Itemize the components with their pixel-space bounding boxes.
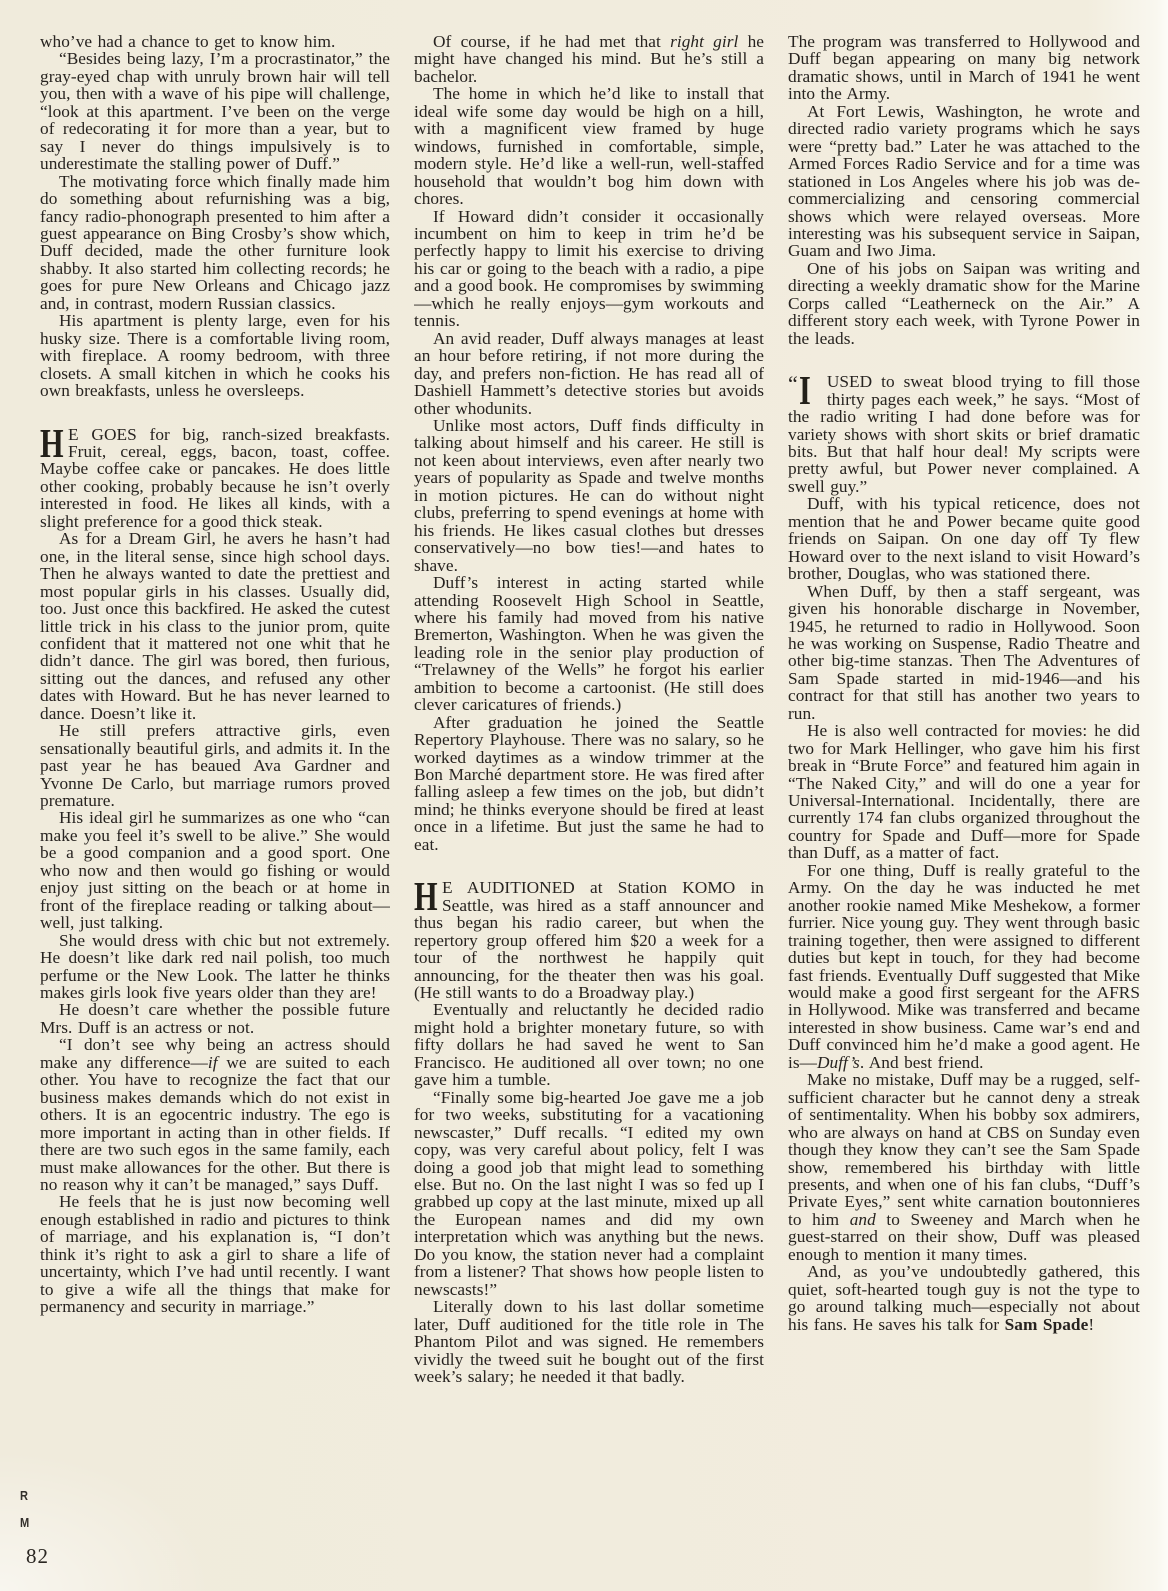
paragraph: who’ve had a chance to get to know him. xyxy=(40,33,336,51)
paragraph: Of course, if he had met that right girl he might have changed his mind. But he’s still a bachelor. xyxy=(414,33,764,86)
paragraph: If Howard didn’t consider it occasionally incumbent on him to keep in trim he’d be perfectly happy to limit his exercise to driving his car or going to the beach with a radio, a pipe and a good book. He compromises by swimming—which he really enjoys—gym workouts and tennis. xyxy=(414,206,764,331)
margin-letter-m: M xyxy=(20,1515,30,1530)
paragraph: As for a Dream Girl, he avers he hasn’t had one, in the literal sense, since high school days. Then he always wanted to date the prettiest and most popular girls in his classes. Usually did, too. Just once this backfired. He asked the cutest little trick in his class to the junior prom, quite confident that it mattered not one whit that he didn’t dance. The girl was bored, then furious, sitting out the dances, and refused any other dates with Howard. But he has never learned to dance. Doesn’t like it. xyxy=(40,529,390,723)
paragraph: An avid reader, Duff always manages at least an hour before retiring, if not more during the day, and prefers non-fiction. He has read all of Dashiell Hammett’s detective stories but avoids other whodunits. xyxy=(414,328,764,418)
drop-cap: “ I xyxy=(788,367,811,414)
paragraph: The motivating force which finally made him do something about refurnishing was a big, fancy radio-phonograph presented to him after a guest appearance on Bing Crosby’s show which, Duff decided, made the other furniture look shabby. It also started him collecting records; he goes for pure New Orleans and Chicago jazz and, in contrast, modern Russian classics. xyxy=(40,171,390,313)
paragraph: Literally down to his last dollar sometime later, Duff auditioned for the title role in The Phantom Pilot and was signed. He remembers vividly the tweed suit he bought out of the first week’s salary; he needed it that badly. xyxy=(414,1297,764,1386)
text-column-1 xyxy=(40,33,390,1575)
paragraph: At Fort Lewis, Washington, he wrote and directed radio variety programs which he says were “pretty bad.” Later he was attached to the Armed Forces Radio Service and for a time was stationed in Los Angeles where his job was de-commercializing and censoring commercial shows which were relayed overseas. More interesting was his subsequent service in Saipan, Guam and Iwo Jima. xyxy=(788,101,1140,261)
paragraph: “ I USED to sweat blood trying to fill those thirty pages each week,” he says. “Most of the radio writing I had done before was for variety shows with short skits or brief dramatic bits. But that half hour deal! My scripts were pretty awful, but Power never complained. A swell guy.” xyxy=(788,367,1140,496)
paragraph: The home in which he’d like to install that ideal wife some day would be high on a hill, with a magnificent view framed by huge windows, furnished in comfortable, simple, modern style. He’d like a well-run, well-staffed household that wouldn’t bog him down with chores. xyxy=(414,84,764,209)
paragraph: His apartment is plenty large, even for his husky size. There is a comfortable living room, with fireplace. A roomy bedroom, with three closets. A small kitchen in which he cooks his own breakfasts, unless he oversleeps. xyxy=(40,311,390,401)
paragraph: After graduation he joined the Seattle Repertory Playhouse. There was no salary, so he worked daytimes as a window trimmer at the Bon Marché department store. He was fired after falling asleep a few times on the job, but didn’t mind; he thinks everyone should be fired at least once in a lifetime. But just the same he had to eat. xyxy=(414,712,764,854)
text-column-3 xyxy=(788,33,1140,1575)
paragraph: For one thing, Duff is really grateful to the Army. On the day he was inducted he met another rookie named Mike Meshekow, a former furrier. Nice young guy. They went through basic training together, then were assigned to different duties but kept in touch, for they had become fast friends. Eventually Duff suggested that Mike would make a good first sergeant for the AFRS in Hollywood. Mike was transferred and became interested in show business. Came war’s end and Duff convinced him he’d make a good agent. He is—Duff’s. And best friend. xyxy=(788,860,1140,1072)
paragraph: H E GOES for big, ranch-sized breakfasts. Fruit, cereal, eggs, bacon, toast, coffee. Maybe coffee cake or pancakes. He does little other cooking, probably because he isn’t overly interested in food. He likes all kinds, with a slight preference for a good thick steak. xyxy=(40,419,390,531)
paragraph: His ideal girl he summarizes as one who “can make you feel it’s swell to be alive.” She would be a good companion and a good sport. One who now and then would go fishing or would enjoy just sitting on the beach or at home in front of the fireplace reading or talking about—well, just talking. xyxy=(40,808,390,933)
paragraph: He doesn’t care whether the possible future Mrs. Duff is an actress or not. xyxy=(40,1000,390,1037)
paragraph: Duff’s interest in acting started while attending Roosevelt High School in Seattle, where his family had moved from his native Bremerton, Washington. When he was given the leading role in the senior play production of “Trelawney of the Wells” he forgot his earlier ambition to become a cartoonist. (He still does clever caricatures of friends.) xyxy=(414,573,764,715)
text-column-2 xyxy=(414,33,764,1575)
paragraph: He is also well contracted for movies: he did two for Mark Hellinger, who gave him his first break in “Brute Force” and featured him again in “The Naked City,” and will do one a year for Universal-International. Incidentally, there are currently 174 fan clubs organized throughout the country for Spade and Duff—more for Spade than Duff, as a matter of fact. xyxy=(788,721,1140,863)
paragraph: When Duff, by then a staff sergeant, was given his honorable discharge in November, 1945, he returned to radio in Hollywood. Soon he was working on Suspense, Radio Theatre and other big-time stanzas. Then The Adventures of Sam Spade started in mid-1946—and his contract for that still has another two years to run. xyxy=(788,581,1140,723)
paragraph: He feels that he is just now becoming well enough established in radio and pictures to think of marriage, and his explanation is, “I don’t think it’s right to ask a girl to share a life of uncertainty, which I’ve had until recently. I want to give a wife all the things that make for permanency and security in marriage.” xyxy=(40,1192,390,1317)
paragraph: “I don’t see why being an actress should make any difference—if we are suited to each other. You have to recognize the fact that our business makes demands which do not exist in others. It is an egocentric industry. The ego is more important in acting than in other fields. If there are two such egos in the same family, each must make allowances for the other. But there is no reason why it can’t be managed,” says Duff. xyxy=(40,1035,390,1194)
paragraph: H E AUDITIONED at Station KOMO in Seattle, was hired as a staff announcer and thus began his radio career, but when the repertory group offered him $20 a week for a tour of the northwest he happily quit announcing, for the theater then was his goal. (He still wants to do a Broadway play.) xyxy=(414,873,764,1003)
paragraph: Eventually and reluctantly he decided radio might hold a brighter monetary future, so with fifty dollars he had saved he went to San Francisco. He auditioned all over town; no one gave him a tumble. xyxy=(414,1000,764,1090)
paragraph: She would dress with chic but not extremely. He doesn’t like dark red nail polish, too much perfume or the New Look. The latter he thinks makes girls look five years older than they are! xyxy=(40,930,390,1003)
paragraph: One of his jobs on Saipan was writing and directing a weekly dramatic show for the Marine Corps called “Leatherneck on the Air.” A different story each week, with Tyrone Power in the leads. xyxy=(788,258,1140,348)
paragraph: “Besides being lazy, I’m a procrastinator,” the gray-eyed chap with unruly brown hair will tell you, then with a wave of his pipe will challenge, “look at this apartment. I’ve been on the verge of redecorating it for more than a year, but to say I never do things impulsively is to underestimate the stalling power of Duff.” xyxy=(40,49,390,174)
paragraph: Duff, with his typical reticence, does not mention that he and Power became quite good friends on Saipan. On one day off Ty flew Howard over to the next island to visit Howard’s brother, Douglas, who was stationed there. xyxy=(788,494,1140,584)
margin-letter-r: R xyxy=(20,1488,28,1503)
drop-cap: H xyxy=(40,419,64,466)
drop-cap: H xyxy=(414,873,438,920)
paragraph: Unlike most actors, Duff finds difficulty in talking about himself and his career. He still is not keen about interviews, even after nearly two years of popularity as Spade and twelve months in motion pictures. He can do without night clubs, preferring to spend evenings at home with his friends. He likes casual clothes but dresses conservatively—no bow ties!—and hates to shave. xyxy=(414,415,764,575)
page-number: 82 xyxy=(26,1544,49,1568)
paragraph: And, as you’ve undoubtedly gathered, this quiet, soft-hearted tough guy is not the type to go around talking much—especially not about his fans. He saves his talk for Sam Spade! xyxy=(788,1262,1140,1334)
paragraph: He still prefers attractive girls, even sensationally beautiful girls, and admits it. In the past year he has beaued Ava Gardner and Yvonne De Carlo, but marriage rumors proved premature. xyxy=(40,721,390,811)
paragraph: “Finally some big-hearted Joe gave me a job for two weeks, substituting for a vacationing newscaster,” Duff recalls. “I edited my own copy, was very careful about policy, felt I was doing a good job that might lead to something else. But no. On the last night I was so fed up I grabbed up copy at the last minute, mixed up all the European names and did my own interpretation which was anything but the news. Do you know, the station never had a complaint from a listener? That shows how people listen to newscasts!” xyxy=(414,1087,764,1299)
paragraph: The program was transferred to Hollywood and Duff began appearing on many big network dramatic shows, until in March of 1941 he went into the Army. xyxy=(788,33,1140,104)
paragraph: Make no mistake, Duff may be a rugged, self-sufficient character but he cannot deny a streak of sentimentality. When his bobby sox admirers, who are always on hand at CBS on Sunday even though they know they can’t see the Sam Spade show, remembered his birthday with little presents, and when one of his fan clubs, “Duff’s Private Eyes,” sent white carnation boutonnieres to him and to Sweeney and March when he guest-starred on their show, Duff was pleased enough to mention it many times. xyxy=(788,1070,1140,1264)
